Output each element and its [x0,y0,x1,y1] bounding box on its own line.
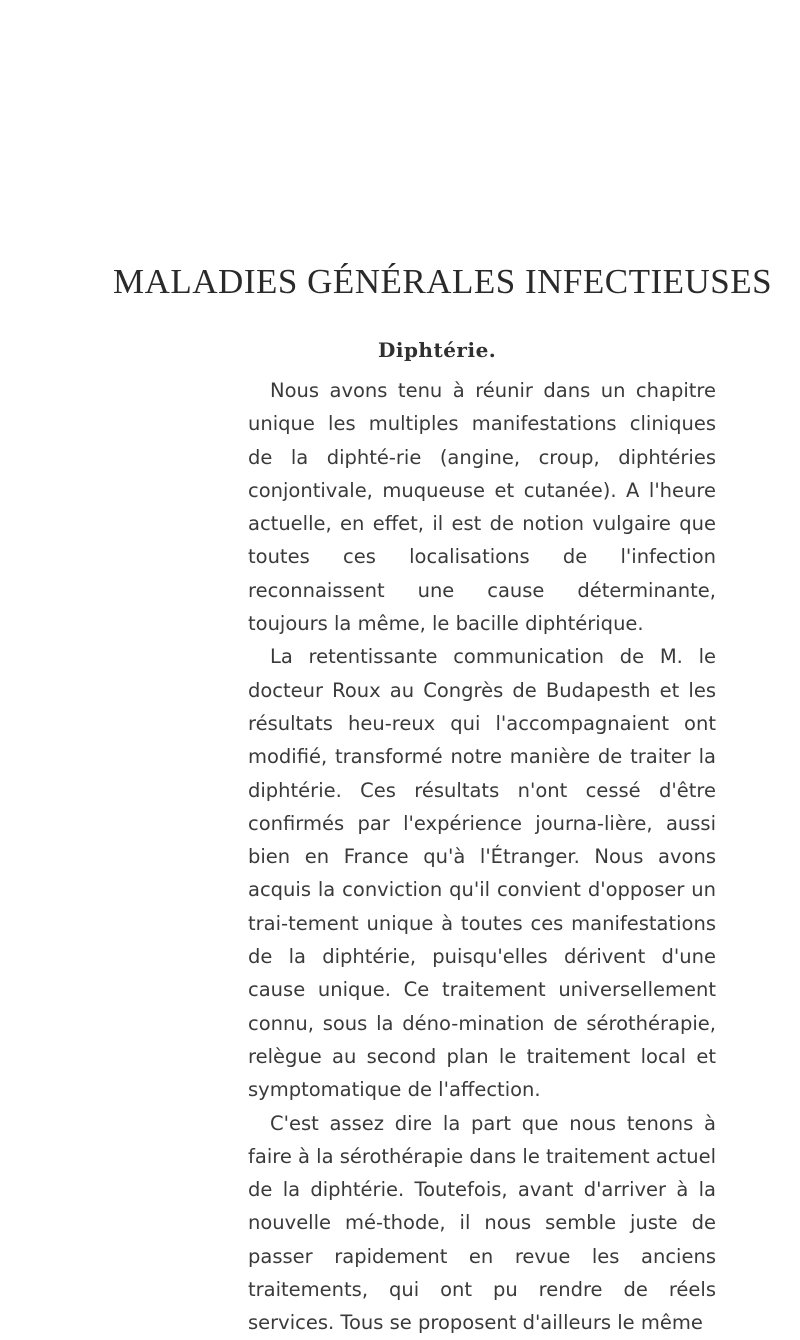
paragraph-2: La retentissante communication de M. le docteur Roux au Congrès de Budapesth et les résultats heu-reux qui l'accompagnaient ont modifié, transformé notre manière de traiter la diphtérie. Ces résultats n'ont cessé d'être confirmés par l'expérience journa-lière, aussi bien en France qu'à l'Étranger. Nous avons acquis la conviction qu'il convient d'opposer un trai-tement unique à toutes ces manifestations de la diphtérie, puisqu'elles dérivent d'une cause unique. Ce traitement universellement connu, sous la déno-mination de sérothérapie, relègue au second plan le traitement local et symptomatique de l'affection. [248,645,716,1102]
paragraph-3: C'est assez dire la part que nous tenons à faire à la sérothérapie dans le traitement actuel de la diphtérie. Toutefois, avant d'arriver à la nouvelle mé-thode, il nous semble juste de passer rapidement en revue les anciens traitements, qui ont pu rendre de réels services. Tous se proposent d'ailleurs le même [248,1111,716,1335]
section-title: Diphtérie. [378,338,497,362]
running-head: MALADIES GÉNÉRALES INFECTIEUSES [113,262,773,301]
body-text [248,374,716,1340]
paragraph-1: Nous avons tenu à réunir dans un chapitre unique les multiples manifestations cliniques de la diphté-rie (angine, croup, diphtéries conjontivale, muqueuse et cutanée). A l'heure actuelle, en effet, il est de notion vulgaire que toutes ces localisations de l'infection reconnaissent une cause déterminante, toujours la même, le bacille diphtérique. [248,379,716,636]
